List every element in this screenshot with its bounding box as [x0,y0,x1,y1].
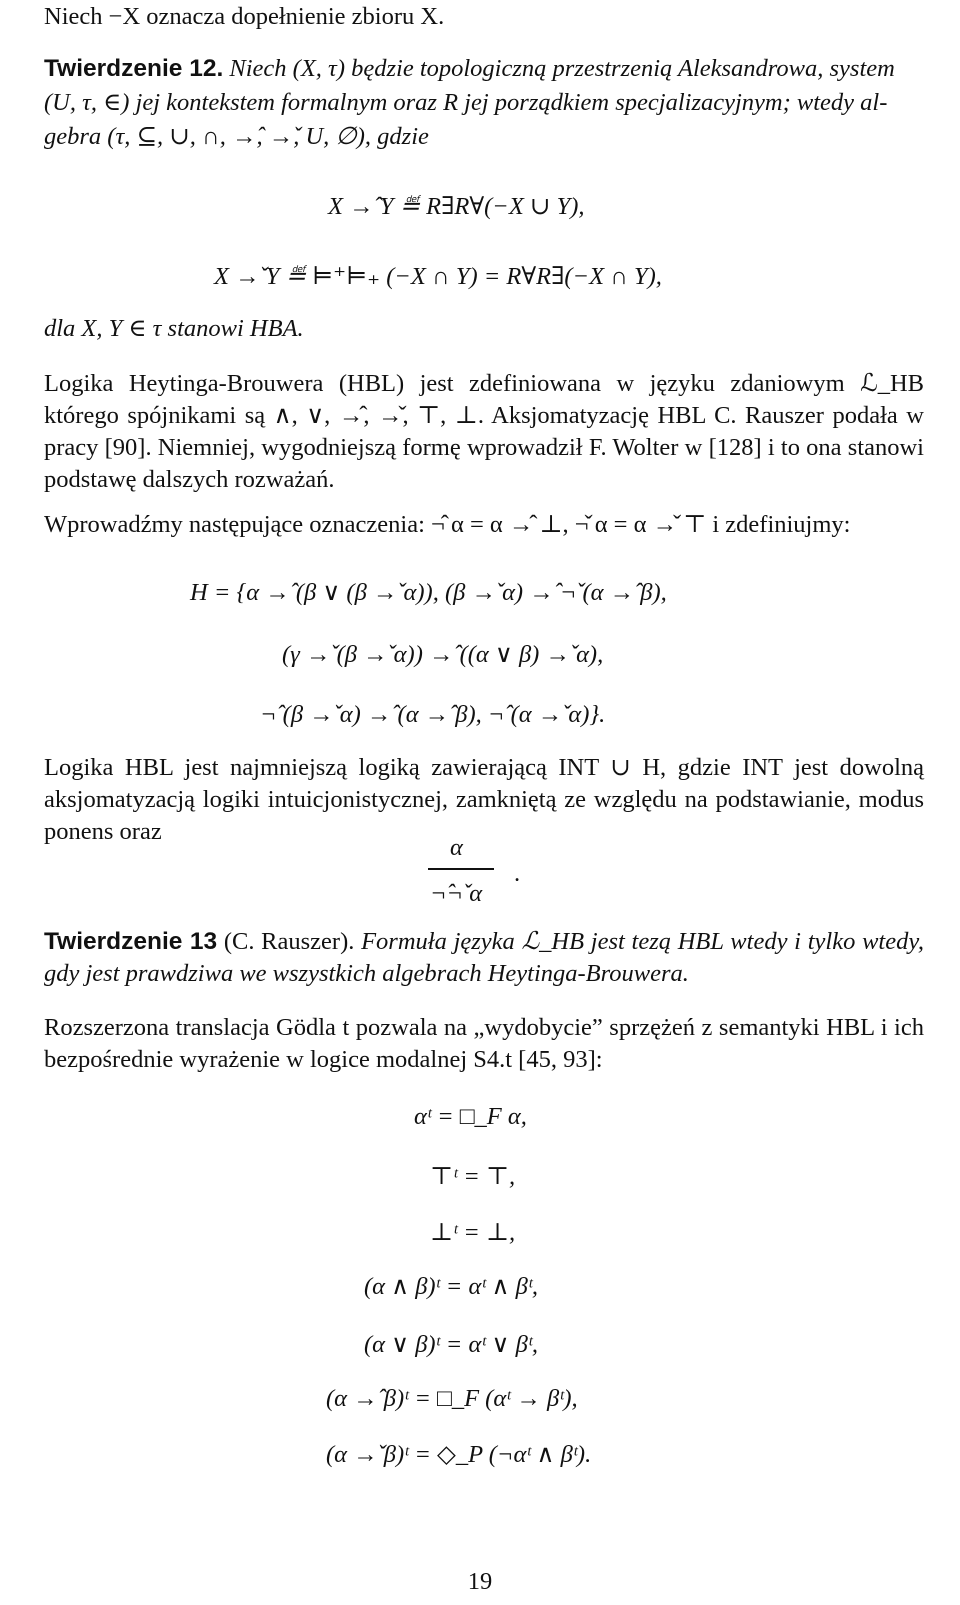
theorem-13-label: Twierdzenie 13 [44,928,218,955]
axiom-set-h-line-2: (γ →̌ (β →̌ α)) →̂ ((α ∨ β) →̌ α), [282,641,604,668]
theorem-13 [44,926,924,990]
theorem-13-author: (C. Rauszer). [223,928,355,955]
theorem-12-text-1: Niech (X, τ) będzie topologiczną przestrzenią Aleksandrowa, system [229,55,895,82]
translation-brouwer-implication: (α →̌ β)ᵗ = ◇_P (¬αᵗ ∧ βᵗ). [326,1441,592,1468]
paragraph-notation: Wprowadźmy następujące oznaczenia: ¬̂ α = α →̂ ⊥, ¬̌ α = α →̌ ⊤ i zdefiniujmy: [44,511,851,538]
paragraph-hbl-definition: Logika Heytinga-Brouwera (HBL) jest zdefiniowana w języku zdaniowym ℒ_HB którego spójnikami są ∧, ∨, →̂, →̌, ⊤, ⊥. Aksjomatyzację HBL C. Rauszer podała w pracy [90]. Niemniej, wygodniejszą formę wprowadził F. Wolter w [128] i to ona stanowi podstawę dalszych rozważań. [44,370,924,493]
paragraph-hbl-logic: Logika HBL jest najmniejszą logiką zawierającą INT ∪ H, gdzie INT jest dowolną aksjomatyzacją logiki intuicjonistycznej, zamkniętą ze względu na podstawianie, modus ponens oraz [44,754,924,845]
rule-end-punctuation: . [514,860,521,887]
rule-denominator: ¬̂¬̌ α [430,880,483,907]
translation-bottom: ⊥ᵗ = ⊥, [430,1219,516,1246]
complement-definition: Niech −X oznacza dopełnienie zbioru X. [44,3,445,30]
rule-fraction-bar [428,868,494,870]
equation-heyting-implication: X →̂ Y ≝ R∃R∀(−X ∪ Y), [328,193,585,220]
translation-top: ⊤ᵗ = ⊤, [430,1163,516,1190]
paragraph-godel-translation: Rozszerzona translacja Gödla t pozwala na „wydobycie” sprzężeń z semantyki HBL i ich bezpośrednie wyrażenie w logice modalnej S4.t [45, 93]: [44,1014,924,1073]
hba-statement: dla X, Y ∈ τ stanowi HBA. [44,315,304,342]
equation-brouwer-implication: X →̌ Y ≝ ⊨⁺⊨₊ (−X ∩ Y) = R∀R∃(−X ∩ Y), [214,263,662,290]
theorem-12-text-2: (U, τ, ∈) jej kontekstem formalnym oraz R jej porządkiem specjalizacyjnym; wtedy al- [44,89,888,116]
translation-disjunction: (α ∨ β)ᵗ = αᵗ ∨ βᵗ, [364,1331,539,1358]
translation-conjunction: (α ∧ β)ᵗ = αᵗ ∧ βᵗ, [364,1273,539,1300]
theorem-12-label: Twierdzenie 12. [44,55,224,82]
translation-atom: αᵗ = □_F α, [414,1103,527,1130]
page-number: 19 [467,1568,493,1595]
axiom-set-h-line-1: H = {α →̂ (β ∨ (β →̌ α)), (β →̌ α) →̂ ¬̌ (α →̂ β), [190,579,667,606]
theorem-12-line-1 [44,54,895,83]
rule-numerator: α [450,834,463,861]
axiom-set-h-line-3: ¬̂ (β →̌ α) →̂ (α →̂ β), ¬̂ (α →̌ α)}. [260,701,606,728]
theorem-12-text-3: gebra (τ, ⊆, ∪, ∩, →̂, →̌, U, ∅), gdzie [44,123,429,150]
theorem-13-text: Formuła języka ℒ_HB jest tezą HBL wtedy i tylko wtedy, gdy jest prawdziwa we wszystkich algebrach Heytinga-Brouwera. [44,928,924,987]
translation-heyting-implication: (α →̂ β)ᵗ = □_F (αᵗ → βᵗ), [326,1385,578,1412]
